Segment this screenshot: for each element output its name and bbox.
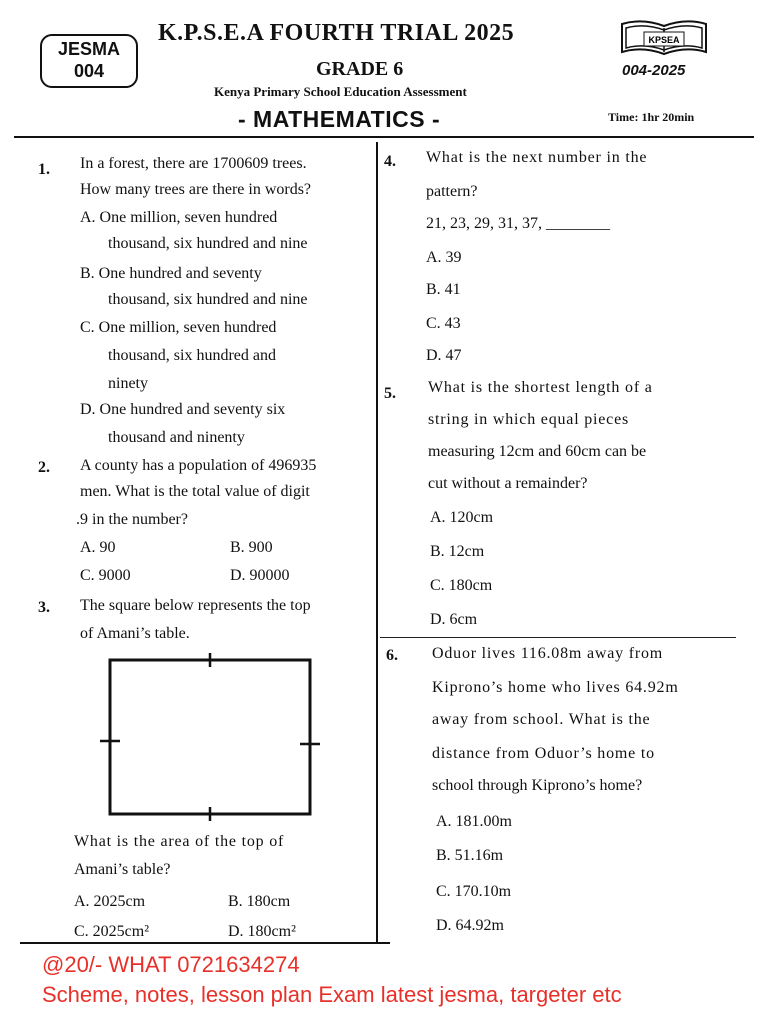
q5-stem-line3: measuring 12cm and 60cm can be bbox=[428, 443, 647, 460]
q5-stem-line1: What is the shortest length of a bbox=[428, 379, 653, 396]
q6-option-b: B. 51.16m bbox=[436, 847, 504, 864]
q2-stem-line1: A county has a population of 496935 bbox=[80, 457, 317, 474]
exam-title: K.P.S.E.A FOURTH TRIAL 2025 bbox=[158, 20, 515, 46]
q6-stem-line1: Oduor lives 116.08m away from bbox=[432, 645, 664, 662]
square-table-diagram bbox=[96, 648, 326, 822]
contact-line: @20/- WHAT 0721634274 bbox=[42, 952, 300, 977]
q3-option-a: A. 2025cm bbox=[74, 893, 146, 910]
q3-stem-line1: The square below represents the top bbox=[80, 597, 311, 614]
q3-option-d: D. 180cm² bbox=[228, 923, 296, 940]
q6-stem-line3: away from school. What is the bbox=[432, 711, 651, 728]
q2-stem-line2: men. What is the total value of digit bbox=[80, 483, 310, 500]
q1-option-b-line2: thousand, six hundred and nine bbox=[108, 291, 308, 308]
q4-stem-line1: What is the next number in the bbox=[426, 149, 648, 166]
header-divider bbox=[14, 136, 754, 138]
q2-option-d: D. 90000 bbox=[230, 567, 290, 584]
q3-stem-line2: of Amani’s table. bbox=[80, 625, 190, 642]
book-logo-icon bbox=[618, 18, 710, 58]
q5-stem-line2: string in which equal pieces bbox=[428, 411, 630, 428]
q3-option-b: B. 180cm bbox=[228, 893, 291, 910]
q3-ask-line2: Amani’s table? bbox=[74, 861, 171, 878]
column-divider bbox=[376, 142, 378, 944]
q3-number: 3. bbox=[38, 599, 50, 616]
subject-title: - MATHEMATICS - bbox=[238, 106, 441, 132]
q6-option-a: A. 181.00m bbox=[436, 813, 512, 830]
q6-number: 6. bbox=[386, 647, 398, 664]
badge-line1: JESMA bbox=[57, 39, 120, 59]
badge-line2: 004 bbox=[73, 61, 105, 81]
assessment-name: Kenya Primary School Education Assessment bbox=[214, 84, 467, 99]
q6-stem-line4: distance from Oduor’s home to bbox=[432, 745, 655, 762]
q4-pattern: 21, 23, 29, 31, 37, ________ bbox=[426, 215, 610, 232]
q2-stem-line3: .9 in the number? bbox=[76, 511, 188, 528]
q5-option-c: C. 180cm bbox=[430, 577, 493, 594]
logo-text: KPSEA bbox=[648, 35, 680, 45]
q1-number: 1. bbox=[38, 161, 50, 178]
q5-option-a: A. 120cm bbox=[430, 509, 494, 526]
q4-option-a: A. 39 bbox=[426, 249, 462, 266]
q4-stem-line2: pattern? bbox=[426, 183, 478, 200]
q6-stem-line2: Kiprono’s home who lives 64.92m bbox=[432, 679, 679, 696]
grade-label: GRADE 6 bbox=[316, 58, 404, 80]
q6-option-c: C. 170.10m bbox=[436, 883, 512, 900]
q1-stem-line2: How many trees are there in words? bbox=[80, 181, 312, 198]
q1-option-d-line2: thousand and ninenty bbox=[108, 429, 245, 446]
q5-option-b: B. 12cm bbox=[430, 543, 485, 560]
q1-stem-line1: In a forest, there are 1700609 trees. bbox=[80, 155, 307, 172]
jesma-badge bbox=[40, 34, 138, 88]
q2-number: 2. bbox=[38, 459, 50, 476]
q5-q6-divider bbox=[380, 637, 736, 638]
q2-option-b: B. 900 bbox=[230, 539, 273, 556]
bottom-divider bbox=[20, 942, 390, 944]
q1-option-a-line1: A. One million, seven hundred bbox=[80, 209, 278, 226]
q6-option-d: D. 64.92m bbox=[436, 917, 504, 934]
q3-option-c: C. 2025cm² bbox=[74, 923, 150, 940]
q2-option-c: C. 9000 bbox=[80, 567, 131, 584]
q1-option-c-line2: thousand, six hundred and bbox=[108, 347, 276, 364]
time-allowed: Time: 1hr 20min bbox=[608, 110, 695, 124]
q1-option-b-line1: B. One hundred and seventy bbox=[80, 265, 262, 282]
q5-number: 5. bbox=[384, 385, 396, 402]
q1-option-a-line2: thousand, six hundred and nine bbox=[108, 235, 308, 252]
q1-option-c-line1: C. One million, seven hundred bbox=[80, 319, 277, 336]
q4-option-d: D. 47 bbox=[426, 347, 462, 364]
q4-option-c: C. 43 bbox=[426, 315, 461, 332]
q1-option-d-line1: D. One hundred and seventy six bbox=[80, 401, 286, 418]
q5-stem-line4: cut without a remainder? bbox=[428, 475, 588, 492]
q2-option-a: A. 90 bbox=[80, 539, 116, 556]
q5-option-d: D. 6cm bbox=[430, 611, 478, 628]
paper-code: 004-2025 bbox=[622, 62, 686, 79]
q1-option-c-line3: ninety bbox=[108, 375, 148, 392]
promo-line: Scheme, notes, lesson plan Exam latest jesma, targeter etc bbox=[42, 982, 622, 1007]
q4-option-b: B. 41 bbox=[426, 281, 461, 298]
q6-stem-line5: school through Kiprono’s home? bbox=[432, 777, 643, 794]
q4-number: 4. bbox=[384, 153, 396, 170]
q3-ask-line1: What is the area of the top of bbox=[74, 833, 285, 850]
